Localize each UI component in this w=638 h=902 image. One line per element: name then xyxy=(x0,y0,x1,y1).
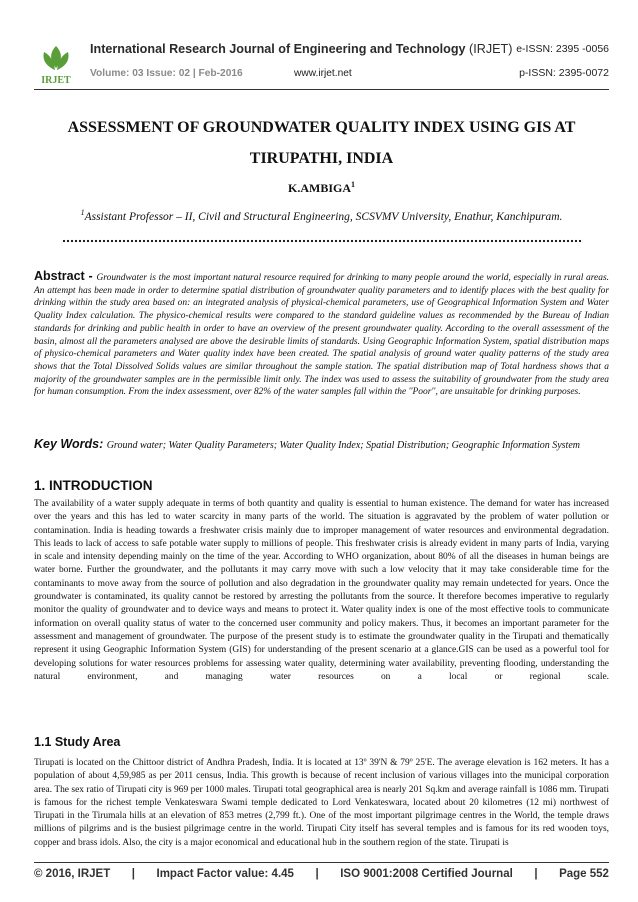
abstract-text: Groundwater is the most important natural resource required for drinking to many people around the world, especially in rural areas. An attempt has been made in order to determine spatial distribution of groundwater quality parameters and to identify places with the best quality for drinking within the study area based on: an integrated analysis of physical-chemical parameters, use of Geographical Information System and Water Quality Index calculation. The physico-chemical results were compared to the standard guideline values as recommended by the Bureau of Indian standards for drinking and public health in order to have an overview of the present groundwater quality. According to the overall assessment of the basin, almost all the parameters analysed are above the desirable limits of standards. Using Geographic Information System, spatial distribution maps of physico-chemical parameters and Water quality index have been created. The spatial analysis of ground water quality patterns of the study area shows that the Total Dissolved Solids values are similar throughout the sample station. The spatial distribution map of Total hardness shows that a majority of the groundwater samples are in the permissible limit only. The index was used to assess the suitability of groundwater from the study area for human consumption. From the index assessment, over 82% of the water samples fall within the ''Poor'', are unsuitable for drinking purposes. xyxy=(34,273,609,398)
pissn: p-ISSN: 2395-0072 xyxy=(519,67,609,79)
section-heading-introduction: 1. INTRODUCTION xyxy=(34,478,153,493)
study-area-text: Tirupati is located on the Chittoor district of Andhra Pradesh, India. It is located at 13º 39'N & 79º 25'E. The average elevation is 162 meters. It has a population of about 4,59,985 as per 2011 census, India. This growth is because of recent inclusion of various villages into the municipal corporation area. The sex ratio of Tirupati city is 969 per 1000 males. Tirupati total geographical area is nearly 201 Sq.km and average rainfall is 1086 mm. Tirupati is famous for the richest temple Venkateswara Swami temple dedicated to Lord Venkateswara, located about 20 kilometres (12 mi) northwest of Tirupati in the Tirumala hills at an elevation of 853 metres (2,799 ft.). One of the most important pilgrimage centres in the World, the temple draws millions of pilgrims and is the busiest pilgrimage centre in the world. Tirupati City itself has several temples and is famous for its red wooden toys, copper and brass idols. Also, the city is a major economical and educational hub in the southern region of the state. Tirupati is xyxy=(34,758,609,848)
keywords xyxy=(34,435,609,455)
keywords-heading: Key Words: xyxy=(34,437,107,451)
journal-name: International Research Journal of Engineering and Technology (IRJET) xyxy=(90,42,513,56)
volume-issue: Volume: 03 Issue: 02 | Feb-2016 xyxy=(90,68,243,79)
footer-rule xyxy=(34,862,609,863)
footer-copyright: © 2016, IRJET xyxy=(34,868,111,880)
paper-title: ASSESSMENT OF GROUNDWATER QUALITY INDEX USING GIS AT TIRUPATHI, INDIA xyxy=(67,119,576,167)
abstract xyxy=(34,270,609,399)
footer-separator: | xyxy=(315,868,319,880)
section-heading-study-area: 1.1 Study Area xyxy=(34,735,121,749)
keywords-text: Ground water; Water Quality Parameters; Water Quality Index; Spatial Distribution; Geographic Information System xyxy=(106,440,580,451)
irjet-logo xyxy=(34,44,78,86)
author-affiliation: $^1$Assistant Professor – II, Civil and Structural Engineering, SCSVMV University, Enathur, Kanchipuram. xyxy=(80,208,563,223)
footer-page-number: Page 552 xyxy=(559,868,609,880)
footer-separator: | xyxy=(534,868,538,880)
header-rule xyxy=(34,89,609,90)
journal-website[interactable]: www.irjet.net xyxy=(294,68,352,79)
page-footer xyxy=(34,868,609,880)
logo-text: IRJET xyxy=(41,75,71,86)
eissn: e-ISSN: 2395 -0056 xyxy=(516,43,609,55)
introduction-text: The availability of a water supply adequate in terms of both quantity and quality is essential to human existence. The demand for water has increased over the years and this has led to water scarcity in many parts of the world. The situation is aggravated by the problem of water pollution or contamination. India is heading towards a freshwater crisis mainly due to improper management of water resources and environmental degradation. This leads to lack of access to safe potable water supply to millions of people. This freshwater crisis is already evident in many parts of India, varying in scale and intensity depending mainly on the time of the year. According to WHO organization, about 80% of all the diseases in human beings are water borne. Further the groundwater, and the pollutants it may carry move with such a low velocity that it may take considerable time for the contaminants to move away from the source of pollution and also degradation in the groundwater quality may remain undetected for years. Once the groundwater is contaminated, its quality cannot be restored by arresting the pollutants from the source. It therefore becomes imperative to regularly monitor the quality of groundwater and to device ways and means to protect it. Water quality index is one of the most effective tools to communicate information on overall quality status of water to the concerned user community and policy makers. Thus, it becomes an important parameter for the assessment and management of groundwater. The purpose of the present study is to estimate the groundwater quality in the Tirupati and thematically represent it using Geographic Information System (GIS) for understanding of the present scenario at a glance.GIS can be used as a powerful tool for developing solutions for water resources problems for assessing water quality, determining water availability, preventing flooding, understanding the natural environment, and managing water resources on a local or regional scale. xyxy=(34,499,609,682)
footer-iso: ISO 9001:2008 Certified Journal xyxy=(340,868,513,880)
footer-impact-factor: Impact Factor value: 4.45 xyxy=(156,868,294,880)
journal-abbr: (IRJET) xyxy=(469,42,513,56)
page-header xyxy=(34,44,609,86)
dotted-separator xyxy=(62,239,582,243)
author-name: K.AMBIGA$^1$ xyxy=(288,180,355,195)
abstract-heading: Abstract - xyxy=(34,269,97,283)
footer-separator: | xyxy=(131,868,135,880)
